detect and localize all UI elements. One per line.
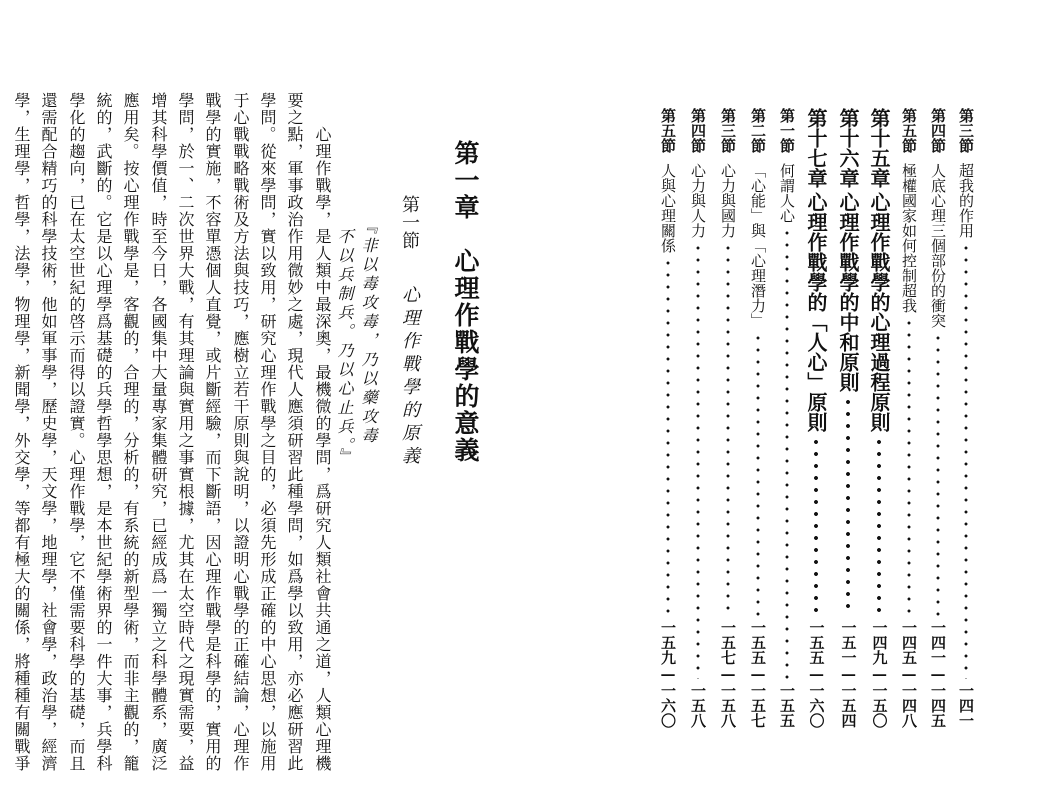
toc-entry-title: 心力與國力 <box>719 163 737 238</box>
body-column: 學，生理學，哲學，法學，物理學，新聞學，外交學，等都有極大的關係，將種種有關戰爭 <box>12 92 31 772</box>
toc-entry-number: 第一節 <box>778 108 796 153</box>
toc-entry <box>806 108 826 728</box>
leader-dots <box>964 242 968 679</box>
toc-entry-page: 一五五 <box>778 683 796 728</box>
body-column: 學化的趨向，已在太空世紀的啓示而得以證實。心理作戰學，它不僅需要科學的基礎，而且 <box>67 92 86 772</box>
toc-entry <box>690 108 705 728</box>
toc-entry-title: 何謂人心 <box>778 163 796 223</box>
toc-entry-page: 一五九—一六〇 <box>659 620 677 728</box>
toc-entry-title: 極權國家如何控制超我 <box>900 163 918 313</box>
leader-dots <box>785 227 789 679</box>
toc-entry-page: 一五五—一五七 <box>749 620 767 728</box>
toc-entry-page: 一五五—一六〇 <box>807 620 826 728</box>
toc-entry <box>838 108 858 728</box>
toc-entry-page: 一四五—一四八 <box>900 620 918 728</box>
toc-entry <box>779 108 794 728</box>
body-column: 心理作戰學，是人類中最深奧，最機微的學問，爲研究人類社會共通之道，人類心理機 <box>313 126 332 772</box>
leader-dots <box>814 436 818 616</box>
toc-entry-title: 心力與人力 <box>689 163 707 238</box>
body-column: 增其科學價值，時至今日，各國集中大量專家集體研究，已經成爲一獨立之科學體系，廣泛 <box>149 92 168 772</box>
toc-entry <box>930 108 945 728</box>
toc-entry-number: 第三節 <box>957 108 975 153</box>
leader-dots <box>726 242 730 616</box>
section-label: 第一節 <box>399 195 420 249</box>
toc-entry-page: 一四一—一四五 <box>929 620 947 728</box>
toc-entry-number: 第四節 <box>929 108 947 153</box>
toc-entry-title: 「心能」與「心理潛力」 <box>749 163 767 328</box>
body-column: 統的，武斷的。它是以心理學爲基礎的兵學哲學思想，是本世紀學術界的一件大事，兵學科 <box>94 92 113 772</box>
toc-entry-title: 心理作戰學的心理過程原則 <box>867 192 891 432</box>
body-column: 學問，於一、二次世界大戰，有其理論與實用之事實根據，尤其在太空時代之現實需要，益 <box>176 92 195 772</box>
leader-dots <box>877 436 881 616</box>
chapter-title: 第一章 心理作戰學的意義 <box>451 140 480 464</box>
toc-entry-number: 第三節 <box>719 108 737 153</box>
toc-entry-page: 一四一 <box>957 683 975 728</box>
toc-entry <box>958 108 973 728</box>
toc-entry-page: 一五一—一五四 <box>839 620 858 728</box>
body-column: 戰學的實施，不容單憑個人直覺，或片斷經驗，而下斷語，因心理作戰學是科學的，實用的 <box>203 92 222 772</box>
leader-dots <box>666 257 670 616</box>
leader-dots <box>696 242 700 679</box>
toc-entry <box>660 108 675 728</box>
toc-entry-number: 第五節 <box>659 108 677 153</box>
toc-entry-title: 人底心理三個部份的衝突 <box>929 163 947 328</box>
toc-entry <box>869 108 889 728</box>
body-column: 學問。從來學問，實以致用，研究心理作戰學之目的，必須先形成正確的中心思想，以施用 <box>258 92 277 772</box>
toc-entry-number: 第四節 <box>689 108 707 153</box>
toc-entry <box>901 108 916 728</box>
body-column: 要之點，軍事政治作用微妙之處，現代人應須研習此種學問，如爲學以致用，亦必應研習此 <box>285 92 304 772</box>
toc-entry-number: 第十七章 <box>804 108 828 188</box>
toc-entry-title: 心理作戰學的「人心」原則 <box>804 192 828 432</box>
toc-entry <box>720 108 735 728</box>
leader-dots <box>846 396 850 616</box>
epigraph-line: 不以兵制兵。乃以心止兵。』 <box>335 228 354 467</box>
toc-entry-title: 心理作戰學的中和原則 <box>836 192 860 392</box>
leader-dots <box>936 332 940 616</box>
toc-entry-page: 一四九—一五〇 <box>870 620 889 728</box>
body-column: 于心戰戰略戰術及方法與技巧，應樹立若干原則與說明，以證明心戰學的正確結論，心理作 <box>231 92 250 772</box>
leader-dots <box>756 332 760 616</box>
body-column: 還需配合精巧的科學技術，他如軍事學，歷史學，天文學，地理學，社會學，政治學，經濟 <box>39 92 58 772</box>
toc-entry <box>750 108 765 728</box>
toc-entry-number: 第五節 <box>900 108 918 153</box>
body-column: 應用矣。按心理作戰學是，客觀的，合理的，分析的，有系統的新型學術，而非主觀的，籠 <box>121 92 140 772</box>
toc-entry-number: 第十五章 <box>867 108 891 188</box>
toc-entry-number: 第十六章 <box>836 108 860 188</box>
section-title: 心理作戰學的原義 <box>399 285 420 469</box>
leader-dots <box>907 317 911 616</box>
toc-entry-page: 一五七—一五八 <box>719 620 737 728</box>
epigraph-line: 『非以毒攻毒，乃以藥攻毒 <box>359 218 378 446</box>
toc-entry-number: 第二節 <box>749 108 767 153</box>
toc-entry-title: 人與心理關係 <box>659 163 677 253</box>
toc-entry-title: 超我的作用 <box>957 163 975 238</box>
toc-entry-page: 一五八 <box>689 683 707 728</box>
